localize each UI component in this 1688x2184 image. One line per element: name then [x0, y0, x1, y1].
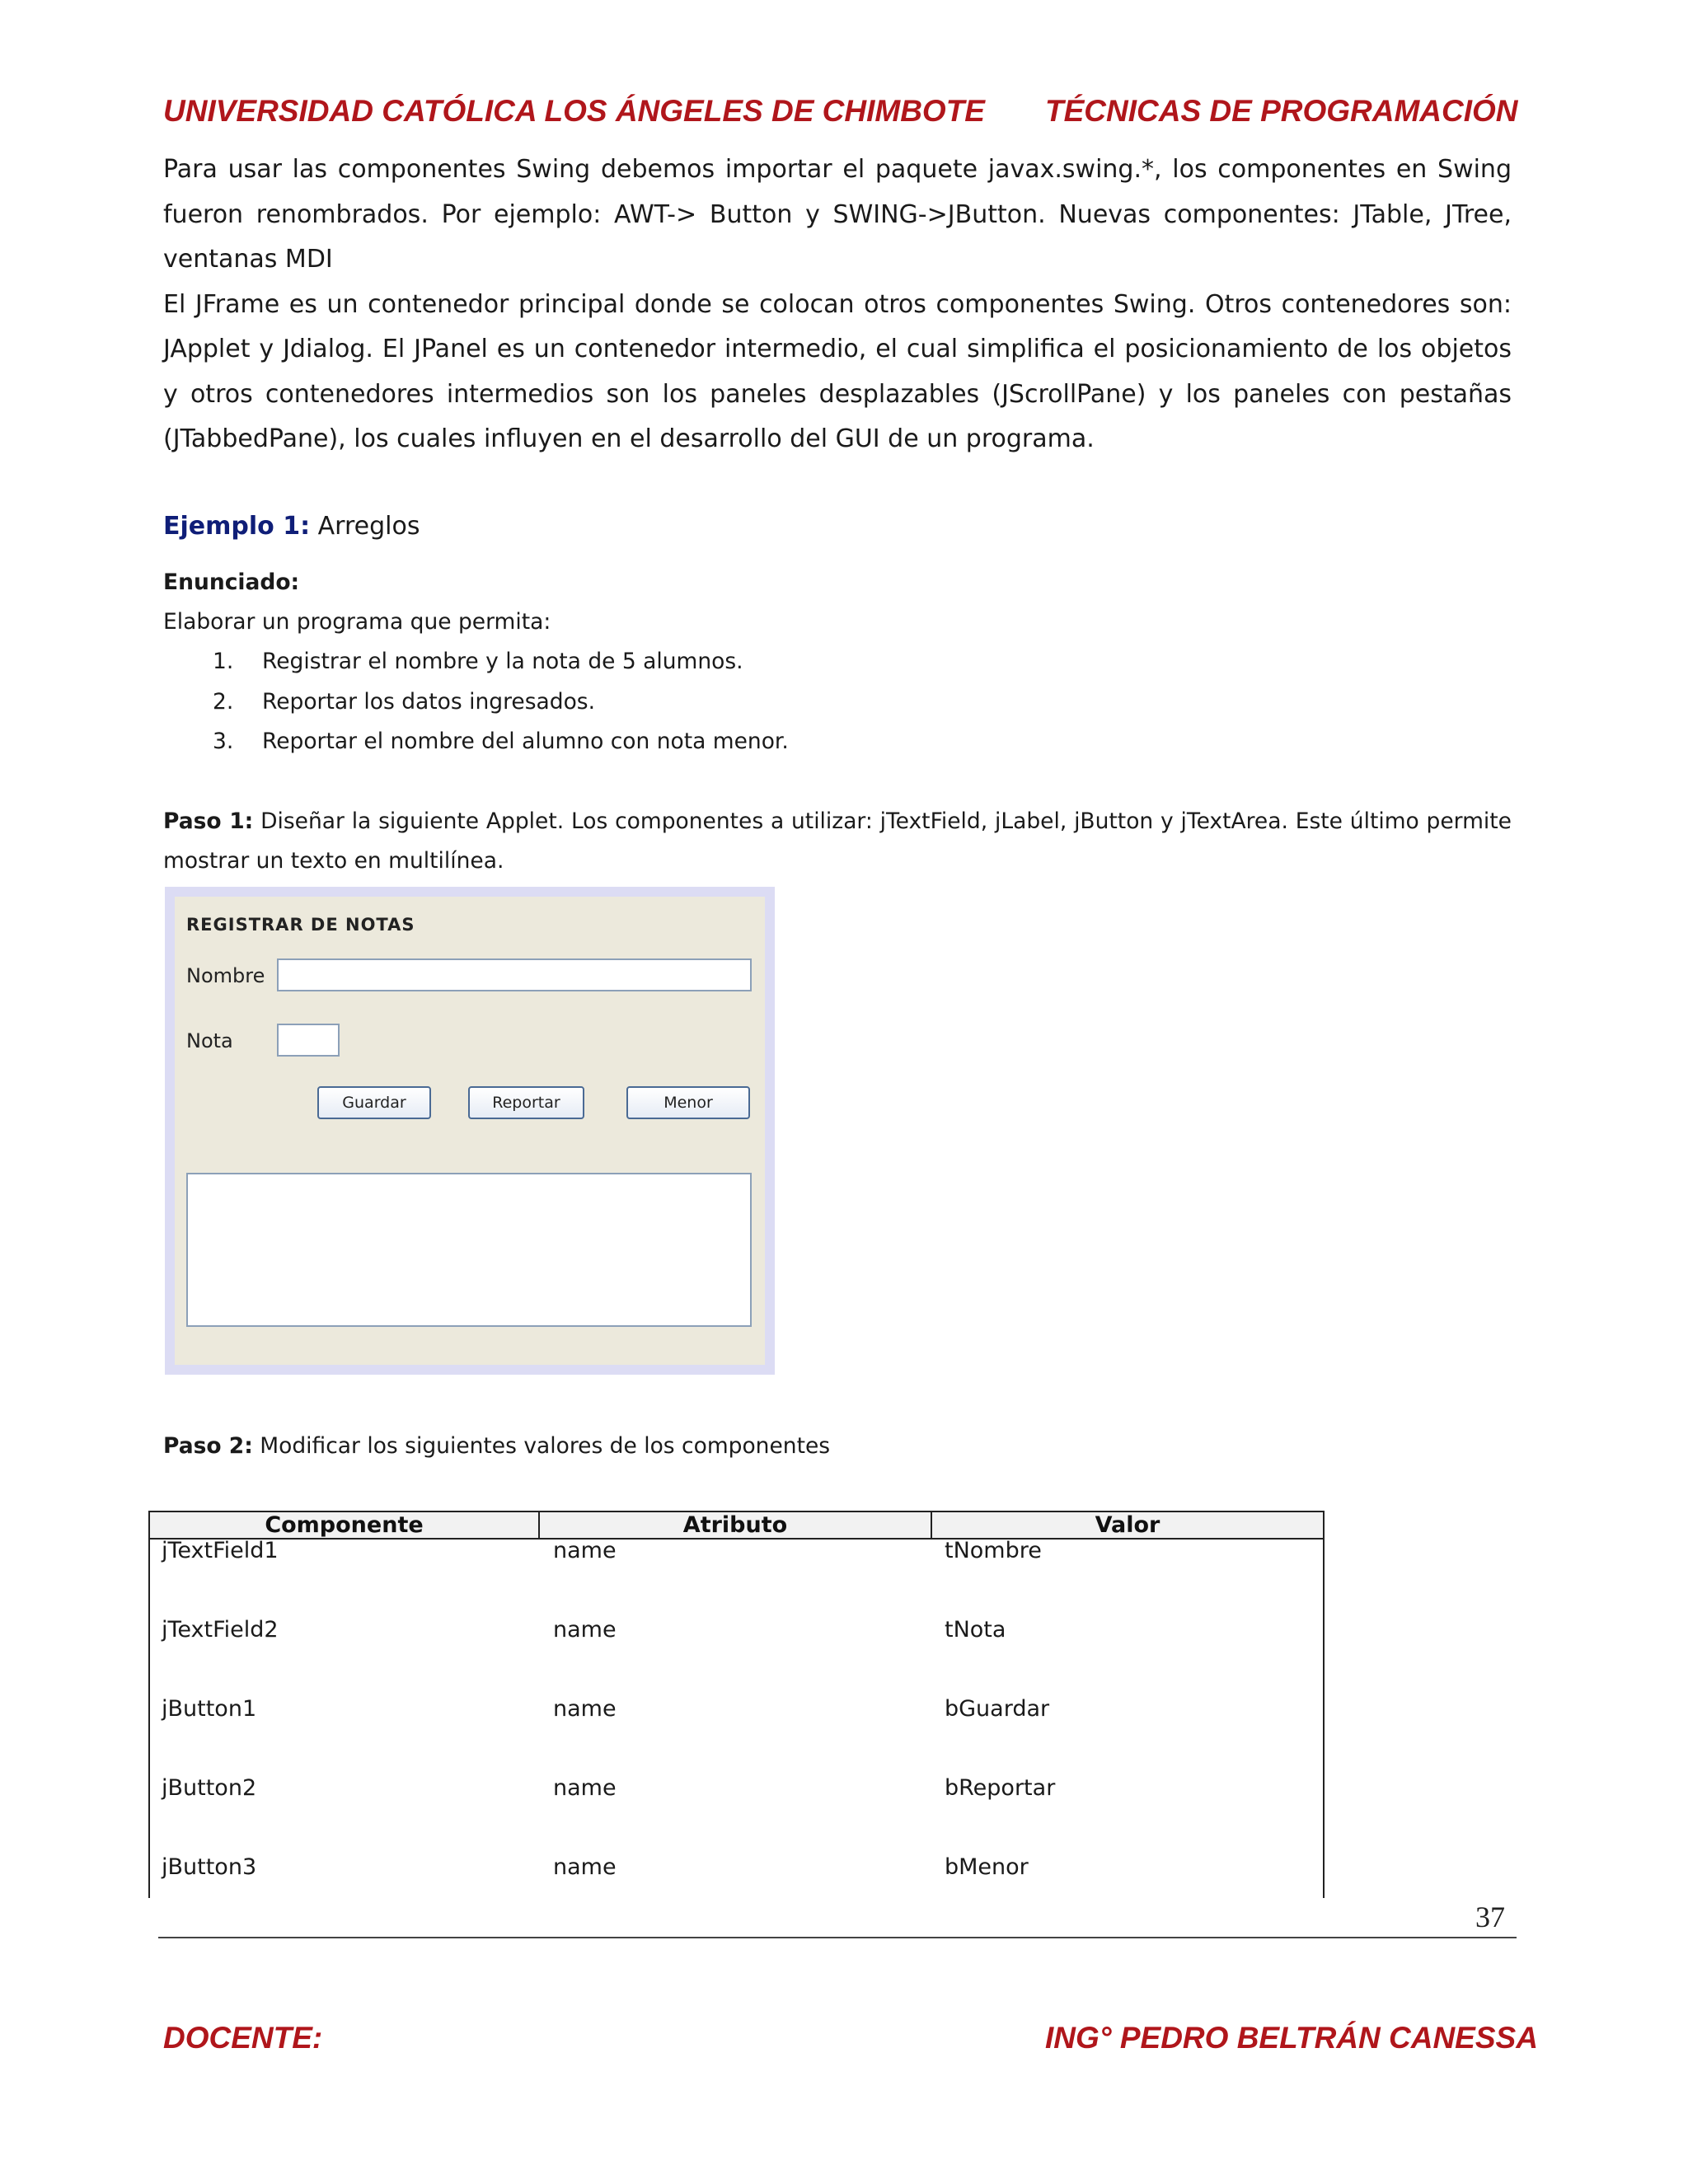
applet-title: REGISTRAR DE NOTAS — [186, 915, 415, 935]
reportar-button[interactable]: Reportar — [468, 1086, 584, 1119]
list-item: 1. Registrar el nombre y la nota de 5 alumnos. — [213, 649, 743, 674]
statement-label: Enunciado: — [163, 569, 300, 595]
table-cell: jButton1 — [162, 1696, 257, 1722]
table-cell: jButton3 — [162, 1854, 257, 1880]
footer-divider — [158, 1937, 1517, 1938]
example-title: Arreglos — [317, 512, 420, 541]
footer-docente-label: DOCENTE: — [163, 2021, 323, 2055]
statement-intro: Elaborar un programa que permita: — [163, 609, 551, 635]
header-course: TÉCNICAS DE PROGRAMACIÓN — [1045, 94, 1518, 128]
step1-text — [163, 802, 1512, 881]
table-header-valor: Valor — [1095, 1512, 1160, 1538]
table-cell: name — [553, 1538, 617, 1563]
step1-description: Diseñar la siguiente Applet. Los componentes a utilizar: jTextField, jLabel, jButton y jTextArea. Este último permite mostrar un texto en multilínea. — [163, 808, 1512, 874]
example-label: Ejemplo 1: — [163, 512, 311, 541]
intro-text — [163, 148, 1512, 462]
table-cell: name — [553, 1854, 617, 1880]
requirements-list — [163, 642, 1152, 762]
table-cell: bReportar — [945, 1775, 1056, 1801]
table-cell: tNota — [945, 1617, 1006, 1643]
table-cell: bGuardar — [945, 1696, 1050, 1722]
step2-label: Paso 2: — [163, 1433, 253, 1459]
table-right-border — [1323, 1511, 1325, 1898]
example-heading — [163, 509, 420, 545]
table-cell: bMenor — [945, 1854, 1029, 1880]
table-cell: jTextField2 — [162, 1617, 279, 1643]
intro-paragraph-1: Para usar las componentes Swing debemos importar el paquete javax.swing.*, los componentes en Swing fueron renombrados. Por ejemplo: AWT-> Button y SWING->JButton. Nuevas componentes: JTable, JTree, ventanas MDI — [163, 155, 1512, 274]
table-header-atributo: Atributo — [682, 1512, 788, 1538]
page-number: 37 — [1475, 1900, 1505, 1933]
table-left-border — [148, 1511, 150, 1898]
table-cell: jTextField1 — [162, 1538, 279, 1563]
step1-label: Paso 1: — [163, 808, 254, 834]
footer-teacher-name: ING° PEDRO BELTRÁN CANESSA — [1045, 2021, 1538, 2055]
list-item: 2. Reportar los datos ingresados. — [213, 688, 596, 715]
list-item: 3. Reportar el nombre del alumno con nota menor. — [213, 729, 789, 754]
step2-description: Modificar los siguientes valores de los componentes — [260, 1433, 831, 1459]
nombre-input[interactable] — [277, 958, 752, 991]
table-header-border — [148, 1538, 1325, 1540]
table-cell: name — [553, 1617, 617, 1643]
nota-input[interactable] — [277, 1024, 340, 1057]
output-textarea[interactable] — [186, 1173, 752, 1327]
table-header-componente: Componente — [265, 1512, 424, 1538]
nombre-label: Nombre — [186, 964, 265, 987]
guardar-button[interactable]: Guardar — [317, 1086, 431, 1119]
table-cell: jButton2 — [162, 1775, 257, 1801]
menor-button[interactable]: Menor — [626, 1086, 750, 1119]
nota-label: Nota — [186, 1029, 233, 1052]
step2-text — [163, 1427, 830, 1466]
table-cell: name — [553, 1775, 617, 1801]
table-cell: tNombre — [945, 1538, 1042, 1563]
header-university: UNIVERSIDAD CATÓLICA LOS ÁNGELES DE CHIMBOTE — [163, 94, 985, 128]
table-cell: name — [553, 1696, 617, 1722]
intro-paragraph-2: El JFrame es un contenedor principal donde se colocan otros componentes Swing. Otros contenedores son: JApplet y Jdialog. El JPanel es un contenedor intermedio, el cual simplifica el posicionamiento de los objetos y otros contenedores intermedios son los paneles desplazables (JScrollPane) y los paneles con pestañas (JTabbedPane), los cuales influyen en el desarrollo del GUI de un programa. — [163, 289, 1512, 453]
